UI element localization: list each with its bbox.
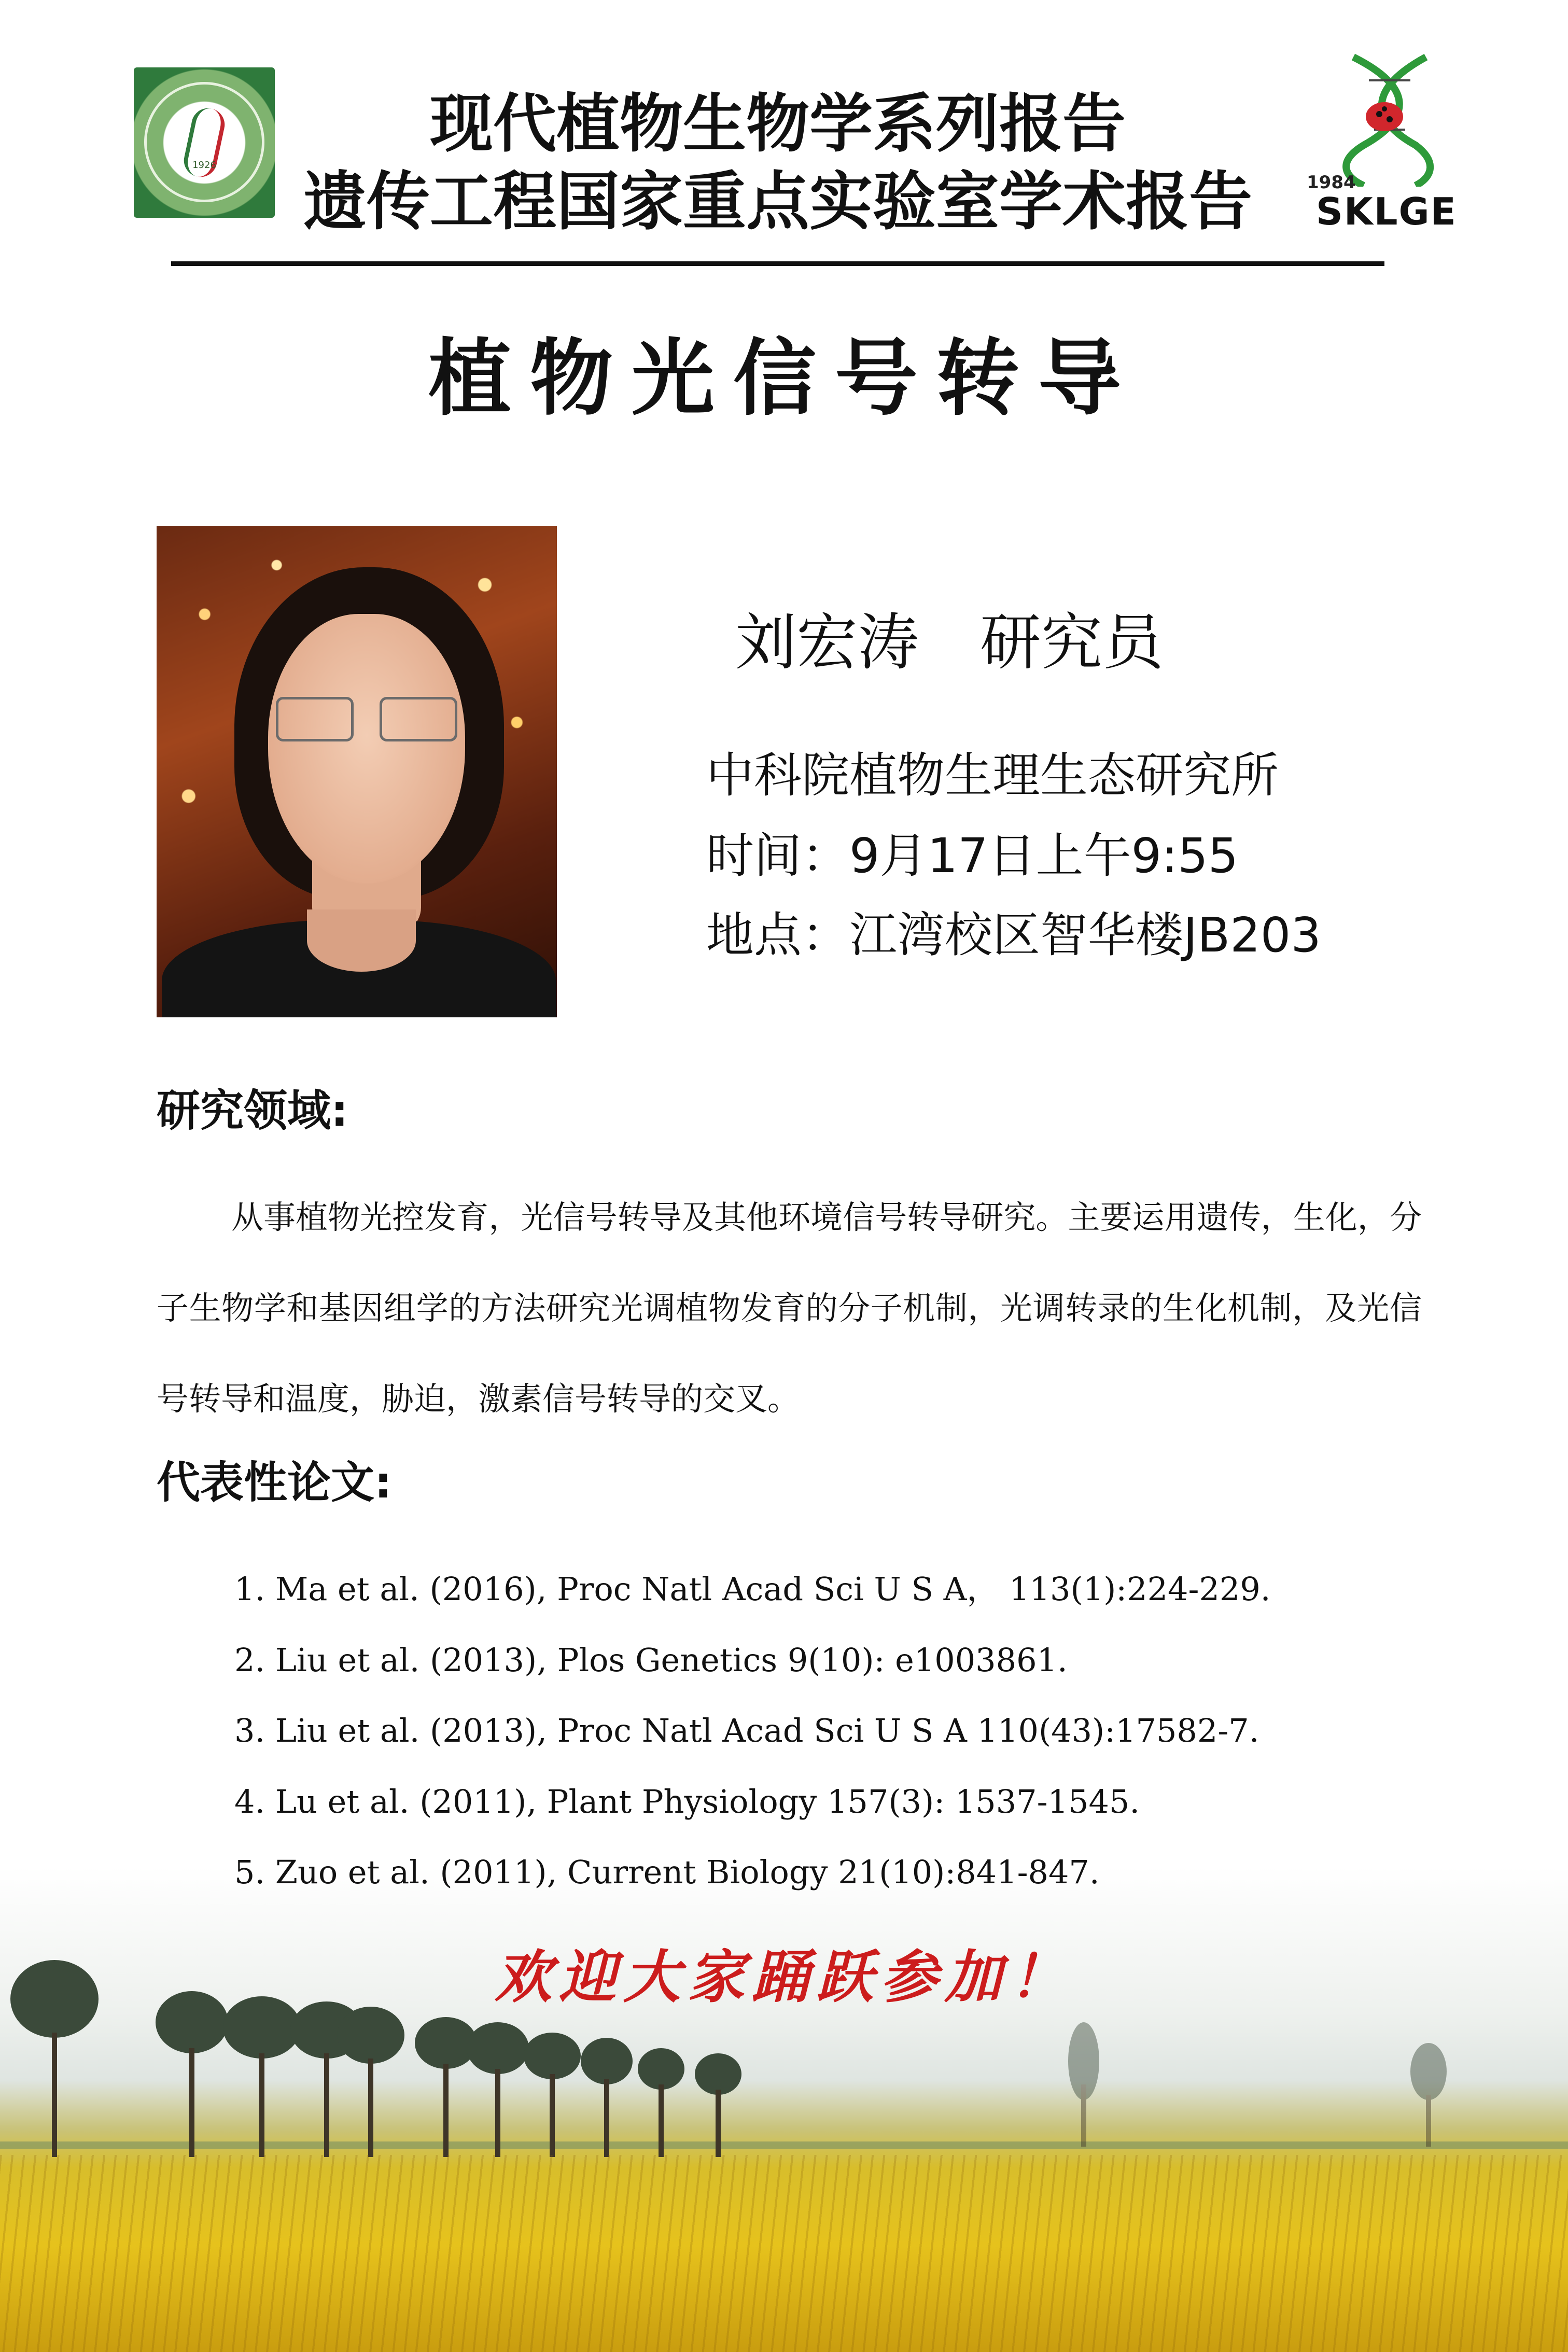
talk-location: 地点：江湾校区智华楼JB203 (706, 907, 1321, 963)
tree (695, 2053, 741, 2157)
tree (581, 2038, 633, 2157)
tree (1068, 2022, 1099, 2147)
talk-time: 时间：9月17日上午9:55 (706, 828, 1239, 884)
tree (638, 2048, 684, 2157)
paper-item: 4. Lu et al. (2011), Plant Physiology 157(3): 1537-1545. (234, 1783, 1140, 1821)
header-series-title: 现代植物生物学系列报告 (430, 87, 1126, 161)
paper-item: 5. Zuo et al. (2011), Current Biology 21(10):841-847. (234, 1853, 1100, 1891)
tree (223, 1996, 301, 2157)
speaker-name-title: 刘宏涛 研究员 (735, 607, 1164, 678)
rice-field-landscape (0, 1867, 1568, 2352)
header-divider (171, 261, 1384, 266)
photo-shirt (162, 920, 556, 1017)
tree (467, 2022, 529, 2157)
paper-item: 1. Ma et al. (2016), Proc Natl Acad Sci U S A， 113(1):224-229. (234, 1570, 1271, 1608)
rice-stalks (0, 2155, 1568, 2352)
speaker-photo (157, 526, 557, 1017)
tree (337, 2007, 404, 2157)
papers-heading: 代表性论文: (157, 1457, 392, 1508)
research-description: 从事植物光控发育，光信号转导及其他环境信号转导研究。主要运用遗传，生化，分子生物学和基因组学的方法研究光调植物发育的分子机制，光调转录的生化机制，及光信号转导和温度，胁迫，激素信号转导的交叉。 (157, 1198, 1422, 1418)
paper-item: 2. Liu et al. (2013), Plos Genetics 9(10): e1003861. (234, 1641, 1068, 1679)
sklge-logo (1307, 52, 1462, 231)
talk-title: 植物光信号转导 (428, 330, 1140, 427)
photo-face (268, 614, 465, 884)
sklge-year: 1984 (1307, 172, 1356, 193)
dna-double-helix-icon (1307, 52, 1462, 187)
logo-year: 1926 (192, 160, 216, 171)
tree (1410, 2043, 1447, 2147)
sklge-name: SKLGE (1316, 190, 1457, 233)
tree (524, 2033, 581, 2157)
paper-item: 3. Liu et al. (2013), Proc Natl Acad Sci U S A 110(43):17582-7. (234, 1712, 1259, 1749)
header-lab-title: 遗传工程国家重点实验室学术报告 (303, 165, 1252, 239)
photo-glasses (276, 697, 457, 744)
welcome-message: 欢迎大家踊跃参加！ (495, 1943, 1073, 2010)
research-heading: 研究领域: (157, 1085, 348, 1136)
speaker-affiliation: 中科院植物生理生态研究所 (706, 748, 1279, 803)
tree (156, 1991, 228, 2157)
